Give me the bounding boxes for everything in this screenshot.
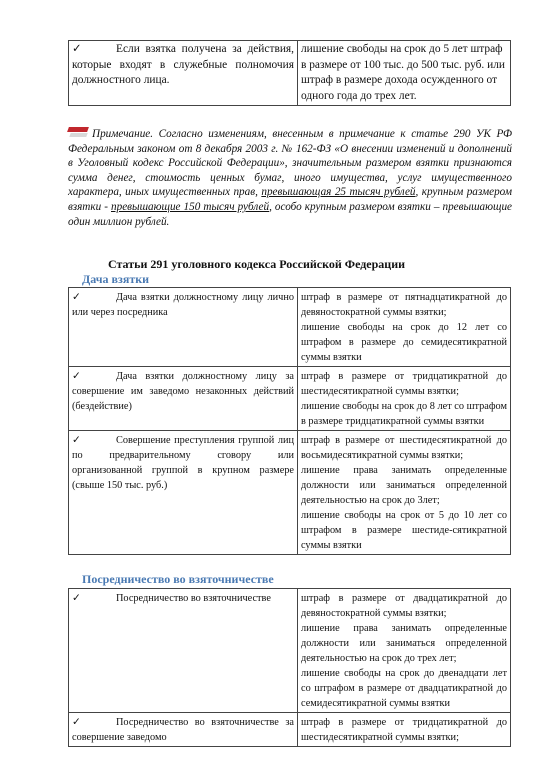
note-underlined-1: превышающая 25 тысяч рублей bbox=[261, 186, 416, 199]
offense-cell bbox=[69, 367, 298, 431]
penalty-line: лишение свободы на срок до двенадцати лет со штрафом в размере от двадцатикратной до семидесятикратной суммы взятки bbox=[301, 668, 507, 709]
penalty-cell bbox=[298, 713, 511, 747]
table-row bbox=[69, 41, 511, 106]
note-text-1: Согласно изменениям, внесенным в примечание к статье 290 УК РФ Федеральным законом от 8 декабря 2003 г. № 162-ФЗ «О внесении изменений и дополнений в Уголовный кодекс Российской Федерации», значительным размером взятки признаются сумма денег, стоимость ценных бумаг, иного имущества, услуг имущественного характера, иных имущественных прав, bbox=[68, 128, 512, 199]
mediation-heading: Посредничество во взяточничестве bbox=[82, 572, 274, 586]
penalty-cell bbox=[298, 367, 511, 431]
table-row bbox=[69, 288, 511, 367]
giving-bribe-subheading: Дача взятки bbox=[82, 272, 150, 286]
penalty-line: лишение права занимать определенные должности или заниматься определенной деятельностью на срок до 3лет; bbox=[301, 465, 507, 506]
article-291-heading: Статьи 291 уголовного кодекса Российской Федерации bbox=[108, 257, 406, 271]
penalty-line: лишение свободы на срок от 5 до 10 лет со штрафом в размере шестиде-сятикратной суммы взятки bbox=[301, 510, 507, 551]
table-row bbox=[69, 431, 511, 555]
offense-text: Совершение преступления группой лиц по предварительному сговору или организованной группой в крупном размере (свыше 150 тыс. руб.) bbox=[72, 435, 294, 491]
penalty-line: штраф в размере от тридцатикратной до шестидесятикратной суммы взятки; bbox=[301, 717, 507, 743]
penalty-line: лишение свободы на срок до 12 лет со штрафом в размере до семидесятикратной суммы взятки bbox=[301, 322, 507, 363]
offense-cell bbox=[69, 431, 298, 555]
penalty-line: лишение свободы на срок до 8 лет со штрафом в размере тридцатикратной суммы взятки bbox=[301, 401, 507, 427]
penalty-cell bbox=[298, 589, 511, 713]
table-row bbox=[69, 713, 511, 747]
checkmark-icon: ✓ bbox=[72, 371, 81, 382]
note-label: Примечание. bbox=[92, 128, 154, 140]
offense-text: Посредничество во взяточничестве за совершение заведомо bbox=[72, 717, 294, 743]
offense-text: Если взятка получена за действия, которые входят в служебные полномочия должностного лица. bbox=[72, 43, 294, 86]
giving-bribe-table bbox=[68, 287, 511, 555]
offense-text: Посредничество во взяточничестве bbox=[116, 593, 271, 604]
offense-text: Дача взятки должностному лицу лично или через посредника bbox=[72, 292, 294, 318]
note-underlined-2: превышающие 150 тысяч рублей bbox=[111, 200, 270, 213]
table-row bbox=[69, 367, 511, 431]
penalty-line: штраф в размере от тридцатикратной до шестидесятикратной суммы взятки; bbox=[301, 371, 507, 397]
checkmark-icon: ✓ bbox=[72, 43, 82, 55]
checkmark-icon: ✓ bbox=[72, 593, 81, 604]
table-row bbox=[69, 589, 511, 713]
offense-cell bbox=[69, 589, 298, 713]
note-text-2: , крупным размером взятки - bbox=[68, 186, 512, 213]
note-text-3: , особо крупным размером взятки – превышающие один миллион рублей. bbox=[68, 200, 513, 228]
penalty-cell bbox=[298, 431, 511, 555]
penalty-line: штраф в размере от шестидесятикратной до восьмидесятикратной суммы взятки; bbox=[301, 435, 507, 461]
penalty-cell bbox=[298, 288, 511, 367]
mediation-table bbox=[68, 588, 511, 747]
offense-cell bbox=[69, 288, 298, 367]
offense-cell bbox=[69, 41, 298, 106]
penalty-line: штраф в размере от двадцатикратной до девяностократной суммы взятки; bbox=[301, 593, 507, 619]
penalty-line: штраф в размере от пятнадцатикратной до девяностократной суммы взятки; bbox=[301, 292, 507, 318]
checkmark-icon: ✓ bbox=[72, 717, 81, 728]
checkmark-icon: ✓ bbox=[72, 292, 81, 303]
note-flag-icon bbox=[68, 127, 88, 138]
penalty-line: лишение права занимать определенные должности или заниматься определенной деятельностью на срок до трех лет; bbox=[301, 623, 507, 664]
checkmark-icon: ✓ bbox=[72, 435, 81, 446]
offense-text: Дача взятки должностному лицу за совершение им заведомо незаконных действий (бездействие) bbox=[72, 371, 294, 412]
offense-cell bbox=[69, 713, 298, 747]
note-paragraph bbox=[68, 127, 512, 229]
penalty-cell: лишение свободы на срок до 5 лет штраф в размере от 100 тыс. до 500 тыс. руб. или штраф в размере дохода осужденного от одного года до трех лет. bbox=[298, 41, 511, 106]
bribery-penalty-table-top bbox=[68, 40, 511, 106]
